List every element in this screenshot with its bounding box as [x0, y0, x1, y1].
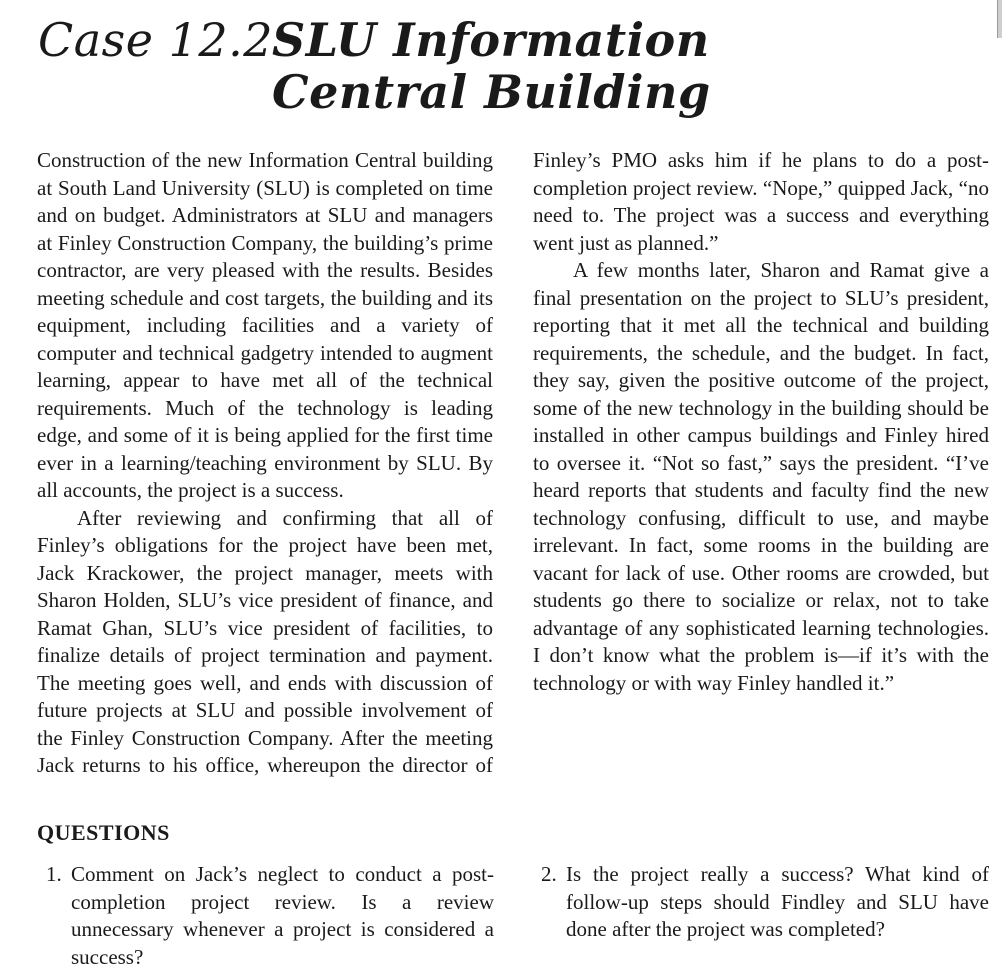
body-paragraph-2-continued	[533, 147, 989, 257]
question-item-2	[541, 861, 989, 944]
text-column-left	[37, 147, 493, 780]
body-paragraph-1	[37, 147, 493, 505]
paragraph-3-text: A few months later, Sharon and Ramat give a final presentation on the project to SLU’s president, reporting that it met all the technical and building requirements, the schedule, and the budget. In fact, they say, given the positive outcome of the project, some of the new technology in the building should be installed in other campus buildings and Finley hired to oversee it. “Not so fast,” says the president. “I’ve heard reports that students and faculty find the new technology confusing, difficult to use, and maybe irrelevant. In fact, some rooms in the building are vacant for lack of use. Other rooms are crowded, but students go there to socialize or relax, not to take advantage of any sophisticated learning technologies. I don’t know what the problem is—if it’s with the technology or with way Finley handled it.”	[533, 258, 989, 695]
body-paragraph-3	[533, 257, 989, 697]
question-number-2: 2.	[541, 862, 557, 886]
page-edge-divider	[997, 0, 1002, 38]
case-number: Case 12.2	[38, 13, 273, 67]
body-paragraph-2	[37, 505, 493, 780]
paragraph-2-text: After reviewing and confirming that all of Finley’s obligations for the project have been met, Jack Krackower, the project manager, meets with Sharon Holden, SLU’s vice president of finance, and Ramat Ghan, SLU’s vice president of facilities, to finalize details of project termination and payment. The meeting goes well, and ends with discussion of future projects at SLU and possible involvement of the Finley Construction Company. After the meeting Jack returns to his office, whereupon the director of	[37, 505, 493, 777]
paragraph-2-text-continued: Finley’s PMO asks him if he plans to do a post-completion project review. “Nope,” quipped Jack, “no need to. The project was a success and everything went just as planned.”	[533, 148, 989, 255]
text-column-right	[533, 147, 989, 697]
case-title: SLU Information Central Building	[272, 13, 711, 119]
paragraph-1-text: Construction of the new Information Central building at South Land University (SLU) is completed on time and on budget. Administrators at SLU and managers at Finley Construction Company, the building’s prime contractor, are very pleased with the results. Besides meeting schedule and cost targets, the building and its equipment, including facilities and a variety of computer and technical gadgetry intended to augment learning, appear to have met all of the technical requirements. Much of the technology is leading edge, and some of it is being applied for the first time ever in a learning/teaching environment by SLU. By all accounts, the project is a success.	[37, 148, 493, 502]
question-text-1: Comment on Jack’s neglect to conduct a post-completion project review. Is a review unnecessary whenever a project is considered a success?	[71, 862, 494, 969]
questions-heading: QUESTIONS	[37, 820, 170, 845]
question-number-1: 1.	[46, 862, 62, 886]
question-text-2: Is the project really a success? What kind of follow-up steps should Findley and SLU have done after the project was completed?	[566, 862, 989, 941]
